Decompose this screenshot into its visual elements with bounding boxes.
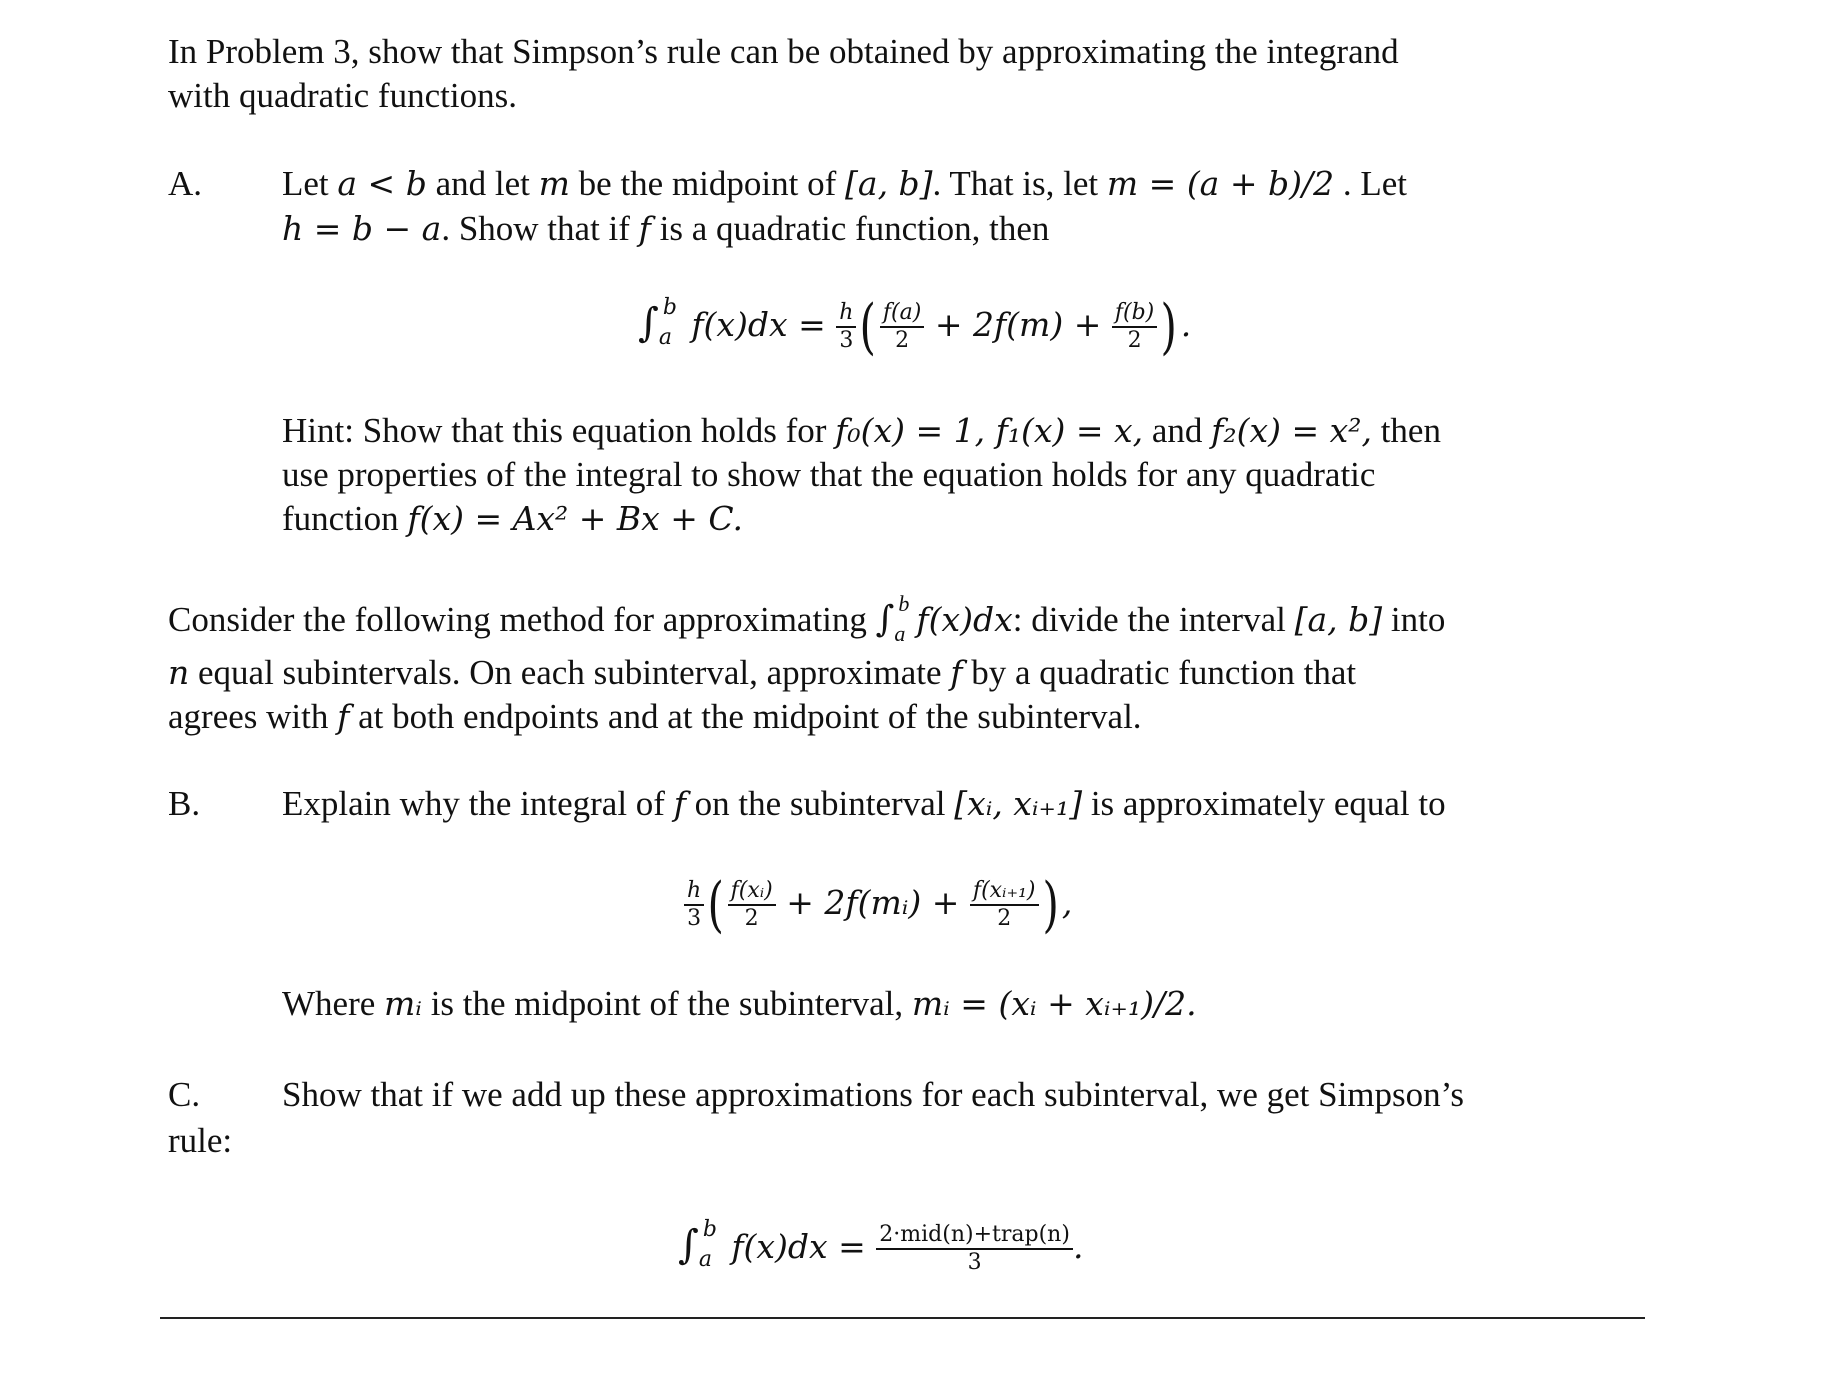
integral-limits: [698, 1217, 721, 1272]
text: : divide the interval: [1012, 600, 1295, 639]
part-a-label: A.: [168, 164, 203, 203]
math-interval: [a, b]: [1294, 600, 1383, 639]
intro-line-1: In Problem 3, show that Simpson’s rule can be obtained by approximating the integrand: [168, 32, 1399, 71]
lower-limit: a: [698, 1247, 712, 1272]
text: . Show that if: [441, 209, 639, 248]
denominator: 2: [895, 328, 910, 353]
text: Consider the following method for approximating: [168, 600, 876, 639]
math-mi: mᵢ: [384, 984, 422, 1023]
text: by a quadratic function that: [962, 653, 1357, 692]
numerator: h: [836, 300, 856, 328]
text: Where: [282, 984, 385, 1023]
text: is approximately equal to: [1082, 784, 1446, 823]
numerator: f(xᵢ₊₁): [970, 878, 1039, 906]
hint-line-3: [282, 497, 743, 541]
text: Hint: Show that this equation holds for: [282, 411, 836, 450]
math-h-def: h = b − a: [282, 209, 442, 248]
left-paren: (: [707, 870, 725, 940]
fraction-fxi1: [970, 878, 1039, 932]
denominator: 3: [687, 906, 702, 931]
hint-line-2: use properties of the integral to show that the equation holds for any quadratic: [282, 455, 1376, 494]
text: equal subintervals. On each subinterval, approximate: [189, 653, 951, 692]
subinterval-formula-b: [684, 870, 1073, 940]
upper-limit: b: [898, 590, 910, 616]
middle-term: + 2f(m) +: [934, 305, 1102, 344]
text: then: [1371, 411, 1441, 450]
part-a-line-1: [282, 162, 1407, 206]
math-f2: f₂(x) = x²,: [1211, 411, 1372, 450]
integral-limits: [658, 295, 681, 350]
math-n: n: [168, 653, 190, 692]
lower-limit: a: [658, 325, 672, 350]
part-a-line-2: [282, 207, 1049, 251]
part-b-where-line: [282, 982, 1197, 1026]
math-midpoint-def: m = (a + b)/2: [1106, 164, 1335, 203]
consider-line-1: [168, 590, 1446, 646]
upper-limit: b: [662, 295, 677, 320]
bottom-divider: [160, 1317, 1645, 1319]
right-paren: ): [1042, 870, 1059, 940]
math-a-less-b: a < b: [337, 164, 427, 203]
part-c-line-2: rule:: [168, 1121, 233, 1160]
math-f: f: [950, 653, 963, 692]
text: and let: [426, 164, 539, 203]
part-c-line-1: Show that if we add up these approximations for each subinterval, we get Simpson’s: [282, 1075, 1464, 1114]
numerator: f(a): [880, 300, 924, 328]
text: into: [1382, 600, 1446, 639]
period: .: [1180, 305, 1192, 344]
consider-line-2: [168, 651, 1356, 695]
numerator: h: [684, 878, 704, 906]
text: be the midpoint of: [569, 164, 846, 203]
text: Let: [282, 164, 338, 203]
right-paren: ): [1160, 292, 1178, 362]
denominator: 3: [967, 1250, 982, 1275]
math-mi-def: mᵢ = (xᵢ + xᵢ₊₁)/2.: [911, 984, 1197, 1023]
math-quadratic: f(x) = Ax² + Bx + C.: [407, 499, 743, 538]
integrand: f(x)dx =: [731, 1227, 866, 1266]
math-f: f: [337, 697, 350, 736]
text: agrees with: [168, 697, 338, 736]
simpson-formula-a: [638, 292, 1192, 362]
period: .: [1072, 1227, 1084, 1266]
comma: ,: [1061, 883, 1073, 922]
fraction-mid-trap: [876, 1222, 1073, 1276]
consider-line-3: [168, 695, 1142, 739]
middle-term: + 2f(mᵢ) +: [786, 883, 960, 922]
fraction-fb: [1112, 300, 1157, 354]
left-paren: (: [859, 292, 877, 362]
math-f0-f1: f₀(x) = 1, f₁(x) = x,: [835, 411, 1144, 450]
hint-line-1: [282, 409, 1441, 453]
denominator: 2: [1127, 328, 1142, 353]
math-interval: [a, b]: [845, 164, 933, 203]
fraction-fa: [880, 300, 924, 354]
upper-limit: b: [702, 1217, 717, 1242]
fraction-h-over-3: [836, 300, 856, 354]
intro-line-2: with quadratic functions.: [168, 76, 517, 115]
lower-limit: a: [894, 620, 906, 646]
math-subinterval: [xᵢ, xᵢ₊₁]: [954, 784, 1083, 823]
text: and: [1143, 411, 1212, 450]
integral-limits: [894, 590, 916, 646]
text: Explain why the integral of: [282, 784, 674, 823]
part-c-label: C.: [168, 1075, 201, 1114]
simpson-rule-formula-c: [678, 1217, 1084, 1276]
text: on the subinterval: [685, 784, 955, 823]
integrand: f(x)dx =: [691, 305, 826, 344]
part-b-label: B.: [168, 784, 201, 823]
numerator: f(b): [1112, 300, 1157, 328]
denominator: 3: [839, 328, 854, 353]
text: is the midpoint of the subinterval,: [421, 984, 912, 1023]
math-m: m: [538, 164, 570, 203]
fraction-h-over-3: [684, 878, 704, 932]
text: at both endpoints and at the midpoint of the subinterval.: [349, 697, 1142, 736]
math-f: f: [638, 209, 651, 248]
math-integrand: f(x)dx: [916, 600, 1013, 639]
text: function: [282, 499, 408, 538]
integral-sign: ∫: [638, 300, 659, 346]
denominator: 2: [997, 906, 1012, 931]
math-f: f: [673, 784, 686, 823]
integral-sign: ∫: [875, 599, 895, 640]
denominator: 2: [744, 906, 759, 931]
text: is a quadratic function, then: [650, 209, 1050, 248]
fraction-fxi: [728, 878, 776, 932]
text: . That is, let: [932, 164, 1107, 203]
integral-sign: ∫: [678, 1222, 699, 1268]
part-b-line-1: [282, 782, 1446, 826]
numerator: f(xᵢ): [728, 878, 776, 906]
numerator: 2·mid(n)+trap(n): [876, 1222, 1073, 1250]
text: . Let: [1334, 164, 1407, 203]
